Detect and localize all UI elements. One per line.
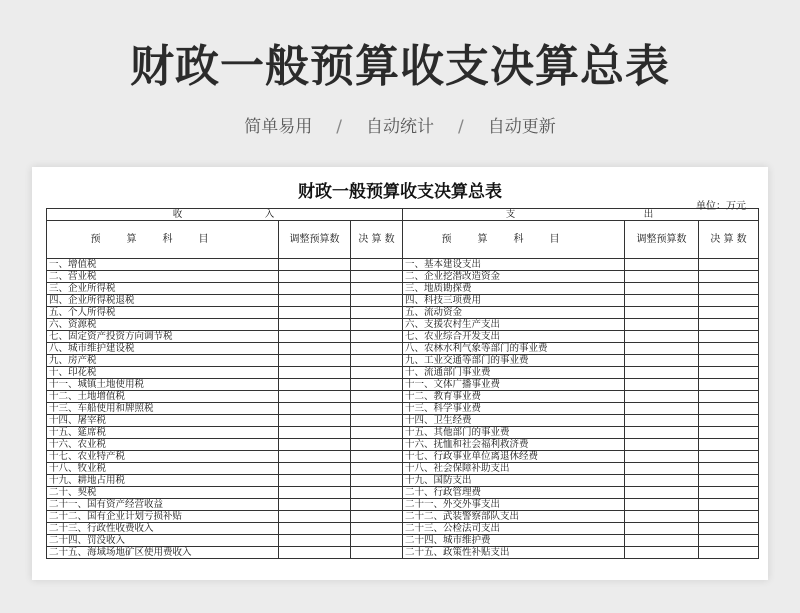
- expense-adjusted-cell[interactable]: [625, 343, 699, 355]
- table-row: [47, 283, 759, 295]
- table-row: [47, 355, 759, 367]
- income-final-cell[interactable]: [351, 523, 403, 535]
- expense-final-cell[interactable]: [699, 523, 759, 535]
- expense-item: 十六、抚恤和社会福利救济费: [403, 439, 625, 451]
- income-adjusted-cell[interactable]: [279, 343, 351, 355]
- expense-adjusted-cell[interactable]: [625, 475, 699, 487]
- income-adjusted-cell[interactable]: [279, 307, 351, 319]
- expense-item: 十一、文体广播事业费: [403, 379, 625, 391]
- expense-adjusted-cell[interactable]: [625, 523, 699, 535]
- expense-item: 二十三、公检法司支出: [403, 523, 625, 535]
- expense-item: 十、流通部门事业费: [403, 367, 625, 379]
- table-row: [47, 511, 759, 523]
- income-item: 二十二、国有企业计划亏损补贴: [47, 511, 279, 523]
- income-item: 十六、农业税: [47, 439, 279, 451]
- income-final-cell[interactable]: [351, 283, 403, 295]
- expense-adjusted-cell[interactable]: [625, 331, 699, 343]
- expense-final-cell[interactable]: [699, 535, 759, 547]
- expense-item: 八、农林水利气象等部门的事业费: [403, 343, 625, 355]
- expense-item: 七、农业综合开发支出: [403, 331, 625, 343]
- income-adjusted-cell[interactable]: [279, 475, 351, 487]
- expense-adjusted-cell[interactable]: [625, 295, 699, 307]
- expense-adjusted-cell[interactable]: [625, 379, 699, 391]
- income-adjusted-cell[interactable]: [279, 283, 351, 295]
- expense-adjusted-cell[interactable]: [625, 499, 699, 511]
- expense-final-cell[interactable]: [699, 451, 759, 463]
- expense-adjusted-cell[interactable]: [625, 271, 699, 283]
- expense-adjusted-cell[interactable]: [625, 283, 699, 295]
- income-adjusted-cell[interactable]: [279, 463, 351, 475]
- income-final-header: 决 算 数: [351, 221, 403, 259]
- expense-item: 十八、社会保障补助支出: [403, 463, 625, 475]
- expense-adjusted-cell[interactable]: [625, 367, 699, 379]
- income-adjusted-cell[interactable]: [279, 379, 351, 391]
- income-final-cell[interactable]: [351, 403, 403, 415]
- income-item: 十八、牧业税: [47, 463, 279, 475]
- income-adjusted-cell[interactable]: [279, 271, 351, 283]
- expense-item: 十九、国防支出: [403, 475, 625, 487]
- income-item: 十五、筵席税: [47, 427, 279, 439]
- expense-item: 二、企业挖潜改造资金: [403, 271, 625, 283]
- expense-final-cell[interactable]: [699, 379, 759, 391]
- feature-auto-update: 自动更新: [487, 117, 556, 137]
- income-adjusted-cell[interactable]: [279, 367, 351, 379]
- expense-adjusted-cell[interactable]: [625, 259, 699, 271]
- income-final-cell[interactable]: [351, 379, 403, 391]
- expense-adjusted-cell[interactable]: [625, 427, 699, 439]
- expense-item: 十七、行政事业单位离退休经费: [403, 451, 625, 463]
- table-row: [47, 295, 759, 307]
- expense-adjusted-cell[interactable]: [625, 403, 699, 415]
- table-row: [47, 451, 759, 463]
- expense-item: 二十二、武装警察部队支出: [403, 511, 625, 523]
- income-adjusted-cell[interactable]: [279, 415, 351, 427]
- expense-final-cell[interactable]: [699, 511, 759, 523]
- expense-final-cell[interactable]: [699, 403, 759, 415]
- expense-adjusted-cell[interactable]: [625, 547, 699, 559]
- table-row: [47, 535, 759, 547]
- expense-final-cell[interactable]: [699, 487, 759, 499]
- income-adjusted-cell[interactable]: [279, 511, 351, 523]
- expense-item: 二十、行政管理费: [403, 487, 625, 499]
- income-item: 六、资源税: [47, 319, 279, 331]
- income-final-cell[interactable]: [351, 295, 403, 307]
- expense-final-cell[interactable]: [699, 499, 759, 511]
- income-item: 十七、农业特产税: [47, 451, 279, 463]
- income-final-cell[interactable]: [351, 439, 403, 451]
- banner-title: 财政一般预算收支决算总表: [130, 41, 670, 92]
- table-row: [47, 319, 759, 331]
- expense-final-cell[interactable]: [699, 475, 759, 487]
- expense-final-cell[interactable]: [699, 439, 759, 451]
- income-adjusted-cell[interactable]: [279, 523, 351, 535]
- table-row: [47, 259, 759, 271]
- income-adjusted-header: 调整预算数: [279, 221, 351, 259]
- table-row: [47, 307, 759, 319]
- expense-final-cell[interactable]: [699, 343, 759, 355]
- income-adjusted-cell[interactable]: [279, 547, 351, 559]
- income-final-cell[interactable]: [351, 547, 403, 559]
- income-adjusted-cell[interactable]: [279, 319, 351, 331]
- expense-item: 十三、科学事业费: [403, 403, 625, 415]
- expense-adjusted-cell[interactable]: [625, 319, 699, 331]
- table-row: [47, 463, 759, 475]
- income-item: 十四、屠宰税: [47, 415, 279, 427]
- expense-item: 一、基本建设支出: [403, 259, 625, 271]
- income-adjusted-cell[interactable]: [279, 427, 351, 439]
- income-final-cell[interactable]: [351, 427, 403, 439]
- expense-adjusted-cell[interactable]: [625, 439, 699, 451]
- expense-item: 二十一、外交外事支出: [403, 499, 625, 511]
- income-item: 三、企业所得税: [47, 283, 279, 295]
- expense-final-cell[interactable]: [699, 415, 759, 427]
- income-item: 五、个人所得税: [47, 307, 279, 319]
- expense-adjusted-cell[interactable]: [625, 451, 699, 463]
- separator: /: [336, 117, 342, 137]
- sheet-title: 财政一般预算收支决算总表: [298, 182, 502, 202]
- expense-final-cell[interactable]: [699, 355, 759, 367]
- expense-item: 四、科技三项费用: [403, 295, 625, 307]
- table-row: [47, 403, 759, 415]
- income-adjusted-cell[interactable]: [279, 331, 351, 343]
- income-adjusted-cell[interactable]: [279, 439, 351, 451]
- table-row: [47, 547, 759, 559]
- income-adjusted-cell[interactable]: [279, 295, 351, 307]
- expense-final-cell[interactable]: [699, 283, 759, 295]
- expense-adjusted-cell[interactable]: [625, 535, 699, 547]
- expense-item: 五、流动资金: [403, 307, 625, 319]
- separator: /: [458, 117, 464, 137]
- feature-easy: 简单易用: [244, 117, 313, 137]
- income-item: 九、房产税: [47, 355, 279, 367]
- expense-final-cell[interactable]: [699, 307, 759, 319]
- income-final-cell[interactable]: [351, 367, 403, 379]
- expense-final-cell[interactable]: [699, 319, 759, 331]
- expense-item: 二十五、政策性补贴支出: [403, 547, 625, 559]
- income-adjusted-cell[interactable]: [279, 355, 351, 367]
- expense-final-cell[interactable]: [699, 391, 759, 403]
- income-item: 二十、契税: [47, 487, 279, 499]
- income-final-cell[interactable]: [351, 319, 403, 331]
- expense-final-cell[interactable]: [699, 331, 759, 343]
- table-row: [47, 523, 759, 535]
- expense-adjusted-cell[interactable]: [625, 307, 699, 319]
- expense-group-header: 支 出: [403, 209, 759, 221]
- income-item: 二、营业税: [47, 271, 279, 283]
- table-row: [47, 427, 759, 439]
- expense-final-cell[interactable]: [699, 463, 759, 475]
- income-adjusted-cell[interactable]: [279, 259, 351, 271]
- income-item: 十三、车船使用和牌照税: [47, 403, 279, 415]
- income-item: 二十三、行政性收费收入: [47, 523, 279, 535]
- table-row: [47, 391, 759, 403]
- income-final-cell[interactable]: [351, 499, 403, 511]
- expense-final-cell[interactable]: [699, 547, 759, 559]
- table-row: [47, 487, 759, 499]
- income-group-header: 收 入: [47, 209, 403, 221]
- income-final-cell[interactable]: [351, 331, 403, 343]
- expense-final-cell[interactable]: [699, 427, 759, 439]
- expense-adjusted-cell[interactable]: [625, 391, 699, 403]
- income-final-cell[interactable]: [351, 415, 403, 427]
- unit-label: 单位：万元: [696, 201, 746, 212]
- income-item: 一、增值税: [47, 259, 279, 271]
- income-item: 十二、土地增值税: [47, 391, 279, 403]
- expense-final-cell[interactable]: [699, 295, 759, 307]
- expense-item: 十四、卫生经费: [403, 415, 625, 427]
- table-row: [47, 499, 759, 511]
- expense-final-cell[interactable]: [699, 271, 759, 283]
- expense-subject-header: 预算科目: [403, 221, 625, 259]
- income-item: 二十四、罚没收入: [47, 535, 279, 547]
- income-final-cell[interactable]: [351, 391, 403, 403]
- expense-final-header: 决 算 数: [699, 221, 759, 259]
- expense-item: 十二、教育事业费: [403, 391, 625, 403]
- expense-adjusted-cell[interactable]: [625, 415, 699, 427]
- income-adjusted-cell[interactable]: [279, 391, 351, 403]
- income-final-cell[interactable]: [351, 487, 403, 499]
- income-final-cell[interactable]: [351, 343, 403, 355]
- income-final-cell[interactable]: [351, 451, 403, 463]
- table-row: [47, 475, 759, 487]
- table-row: [47, 343, 759, 355]
- expense-final-cell[interactable]: [699, 367, 759, 379]
- income-item: 十九、耕地占用税: [47, 475, 279, 487]
- income-final-cell[interactable]: [351, 259, 403, 271]
- income-final-cell[interactable]: [351, 271, 403, 283]
- expense-item: 六、支援农村生产支出: [403, 319, 625, 331]
- expense-item: 十五、其他部门的事业费: [403, 427, 625, 439]
- income-final-cell[interactable]: [351, 307, 403, 319]
- income-item: 八、城市维护建设税: [47, 343, 279, 355]
- feature-list: [0, 112, 800, 137]
- expense-adjusted-cell[interactable]: [625, 511, 699, 523]
- income-final-cell[interactable]: [351, 511, 403, 523]
- expense-item: 二十四、城市维护费: [403, 535, 625, 547]
- expense-adjusted-header: 调整预算数: [625, 221, 699, 259]
- feature-auto-stats: 自动统计: [366, 117, 434, 137]
- income-final-cell[interactable]: [351, 355, 403, 367]
- income-final-cell[interactable]: [351, 475, 403, 487]
- income-adjusted-cell[interactable]: [279, 451, 351, 463]
- table-row: [47, 415, 759, 427]
- income-item: 七、固定资产投资方向调节税: [47, 331, 279, 343]
- table-row: [47, 379, 759, 391]
- income-final-cell[interactable]: [351, 535, 403, 547]
- income-adjusted-cell[interactable]: [279, 403, 351, 415]
- expense-adjusted-cell[interactable]: [625, 355, 699, 367]
- income-item: 四、企业所得税退税: [47, 295, 279, 307]
- expense-adjusted-cell[interactable]: [625, 463, 699, 475]
- table-row: [47, 271, 759, 283]
- table-row: [47, 331, 759, 343]
- income-adjusted-cell[interactable]: [279, 487, 351, 499]
- budget-table: [46, 208, 759, 559]
- spreadsheet-preview: [32, 167, 768, 580]
- expense-final-cell[interactable]: [699, 259, 759, 271]
- income-subject-header: 预算科目: [47, 221, 279, 259]
- table-row: [47, 367, 759, 379]
- table-row: [47, 439, 759, 451]
- expense-item: 三、地质勘探费: [403, 283, 625, 295]
- income-item: 十、印花税: [47, 367, 279, 379]
- expense-adjusted-cell[interactable]: [625, 487, 699, 499]
- income-adjusted-cell[interactable]: [279, 535, 351, 547]
- income-item: 二十五、海域场地矿区使用费收入: [47, 547, 279, 559]
- income-adjusted-cell[interactable]: [279, 499, 351, 511]
- income-final-cell[interactable]: [351, 463, 403, 475]
- income-item: 十一、城镇土地使用税: [47, 379, 279, 391]
- expense-item: 九、工业交通等部门的事业费: [403, 355, 625, 367]
- income-item: 二十一、国有资产经营收益: [47, 499, 279, 511]
